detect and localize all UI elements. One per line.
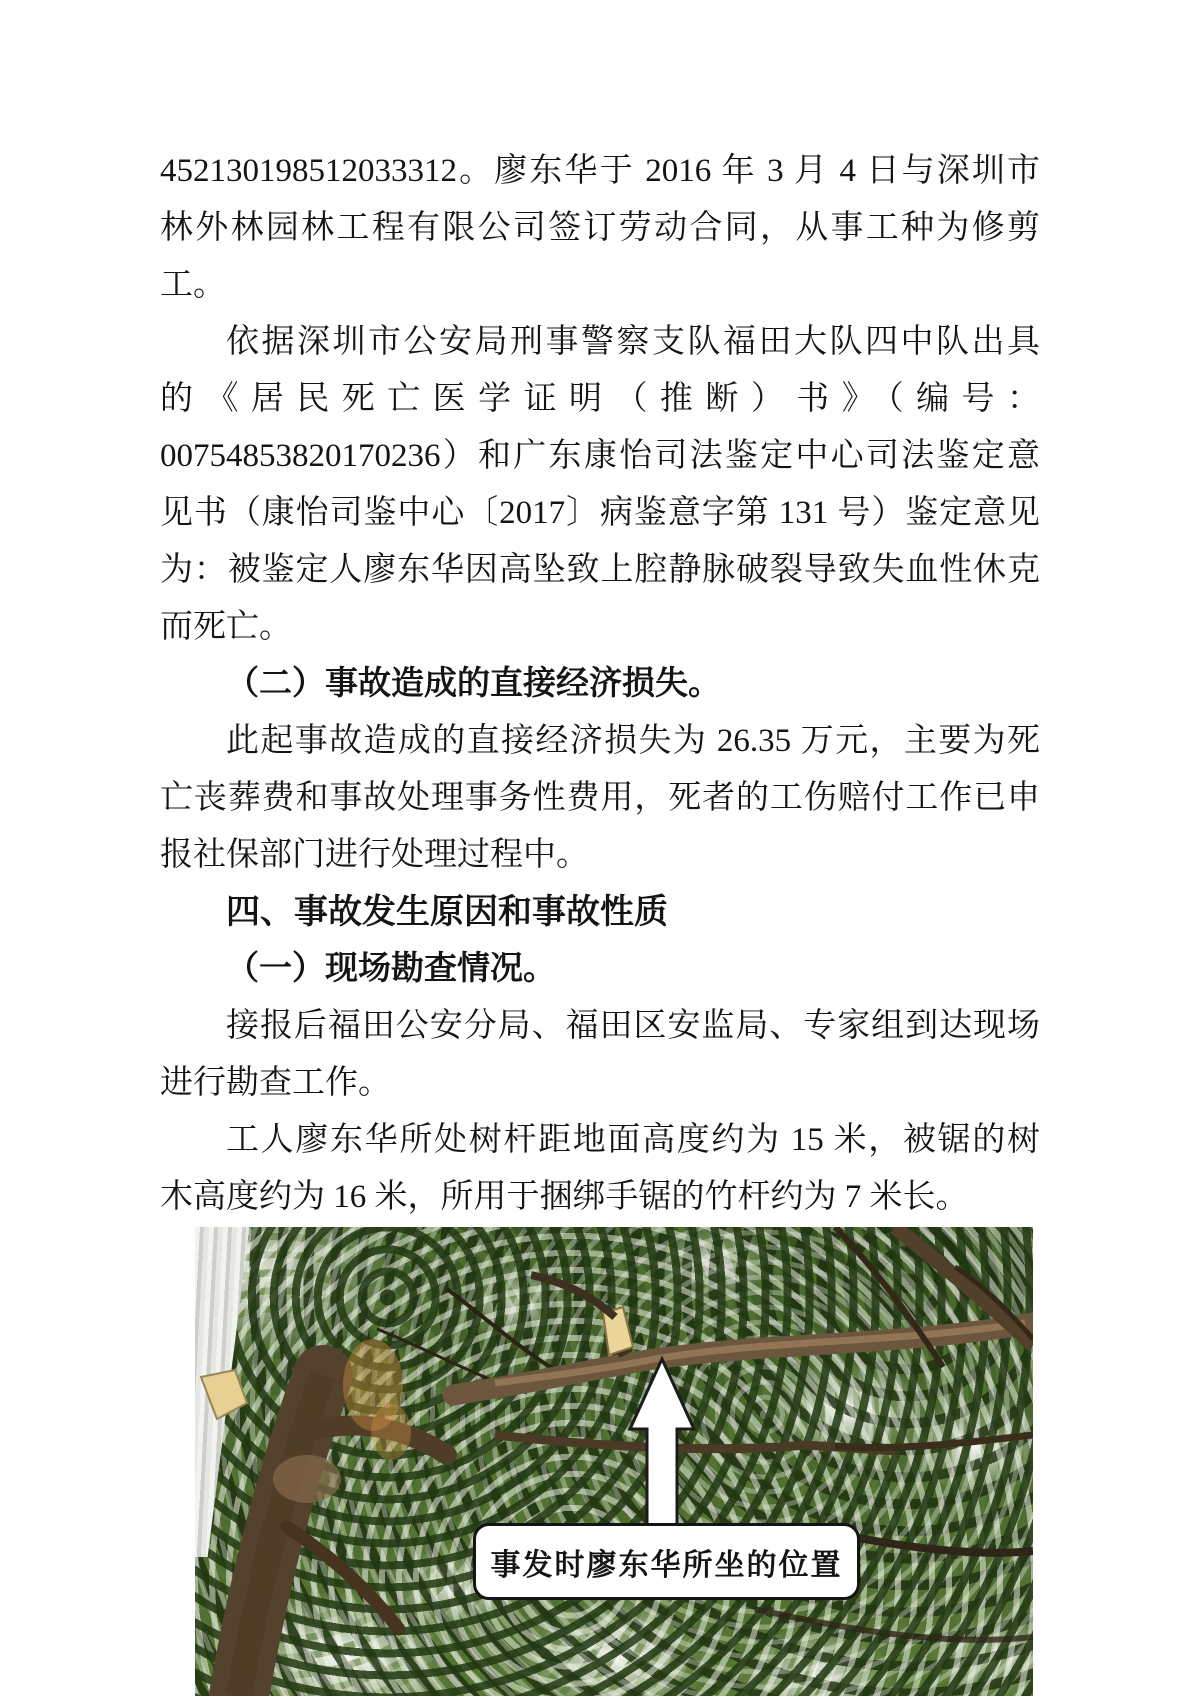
text-line: 00754853820170236）和广东康怡司法鉴定中心司法鉴定意 (160, 438, 1040, 474)
text-line: 452130198512033312。廖东华于 2016 年 3 月 4 日与深圳市 (160, 153, 1040, 189)
text-line: 而死亡。 (160, 609, 292, 645)
site-photo (195, 1227, 1033, 1696)
text-line: 工。 (160, 267, 226, 303)
text-line: 为：被鉴定人廖东华因高坠致上腔静脉破裂导致失血性休克 (160, 552, 1040, 588)
subsection-heading-site-survey: （一）现场勘查情况。 (226, 951, 556, 987)
text-line: 工人廖东华所处树杆距地面高度约为 15 米，被锯的树 (226, 1122, 1040, 1158)
text-line: 依据深圳市公安局刑事警察支队福田大队四中队出具 (226, 324, 1040, 360)
text-line: 进行勘查工作。 (160, 1065, 391, 1101)
photo-caption-text: 事发时廖东华所坐的位置 (490, 1548, 843, 1582)
photo-caption-callout (473, 1523, 860, 1600)
section-heading-cause-and-nature: 四、事故发生原因和事故性质 (226, 893, 668, 931)
text-line: 的《居民死亡医学证明（推断）书》（编号： (160, 381, 1040, 417)
text-line: 此起事故造成的直接经济损失为 26.35 万元，主要为死 (226, 723, 1040, 759)
document-text-block (160, 143, 1040, 1226)
up-arrow-icon (195, 1227, 1033, 1696)
text-line: 亡丧葬费和事故处理事务性费用，死者的工伤赔付工作已申 (160, 780, 1040, 816)
text-line: 林外林园林工程有限公司签订劳动合同，从事工种为修剪 (160, 210, 1040, 246)
text-line: 见书（康怡司鉴中心〔2017〕病鉴意字第 131 号）鉴定意见 (160, 495, 1040, 531)
text-line: 木高度约为 16 米，所用于捆绑手锯的竹杆约为 7 米长。 (160, 1179, 969, 1215)
text-line: 报社保部门进行处理过程中。 (160, 837, 589, 873)
subsection-heading-economic-loss: （二）事故造成的直接经济损失。 (226, 666, 721, 702)
text-line: 接报后福田公安分局、福田区安监局、专家组到达现场 (226, 1008, 1040, 1044)
